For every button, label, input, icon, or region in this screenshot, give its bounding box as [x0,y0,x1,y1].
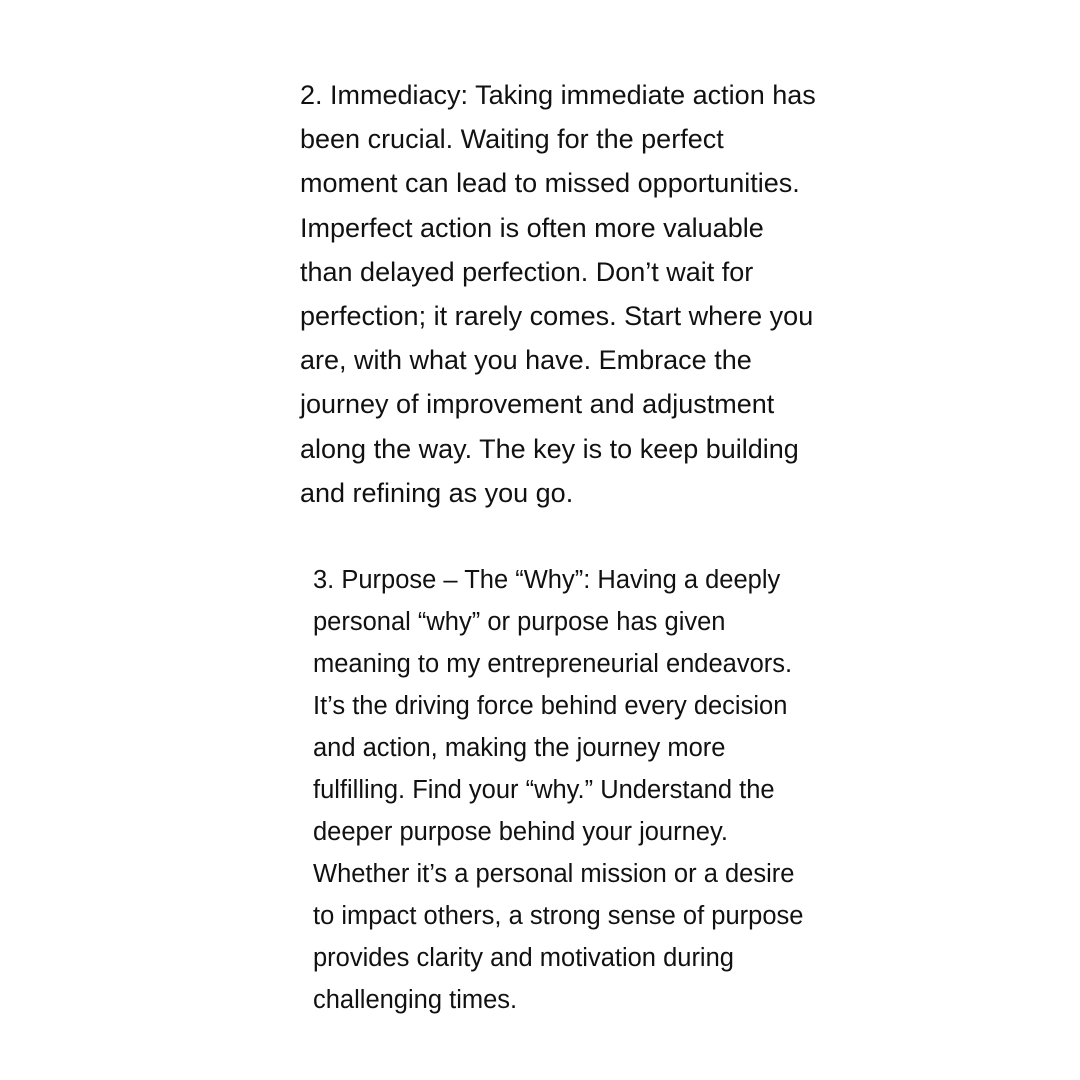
text-line: challenging times. [313,986,518,1014]
text-line: been crucial. Waiting for the perfect [300,124,724,155]
section-immediacy [300,73,816,515]
text-line: perfection; it rarely comes. Start where you [300,301,814,332]
text-line: provides clarity and motivation during [313,944,734,972]
text-line: It’s the driving force behind every decision [313,692,788,720]
text-line: Imperfect action is often more valuable [300,212,764,243]
text-line: 3. Purpose – The “Why”: Having a deeply [313,566,781,594]
text-line: to impact others, a strong sense of purpose [313,902,804,930]
text-line: than delayed perfection. Don’t wait for [300,256,754,287]
text-line: journey of improvement and adjustment [300,389,775,420]
text-line: and refining as you go. [300,477,574,508]
text-line: and action, making the journey more [313,734,726,762]
text-line: meaning to my entrepreneurial endeavors. [313,650,793,678]
text-line: along the way. The key is to keep building [300,433,799,464]
text-line: 2. Immediacy: Taking immediate action has [300,80,816,110]
text-line: Whether it’s a personal mission or a desire [313,860,795,888]
text-line: personal “why” or purpose has given [313,608,726,636]
text-line: are, with what you have. Embrace the [300,345,752,376]
text-line: deeper purpose behind your journey. [313,818,728,846]
text-line: fulfilling. Find your “why.” Understand the [313,776,775,804]
text-line: moment can lead to missed opportunities. [300,168,800,199]
section-purpose [313,559,803,1021]
